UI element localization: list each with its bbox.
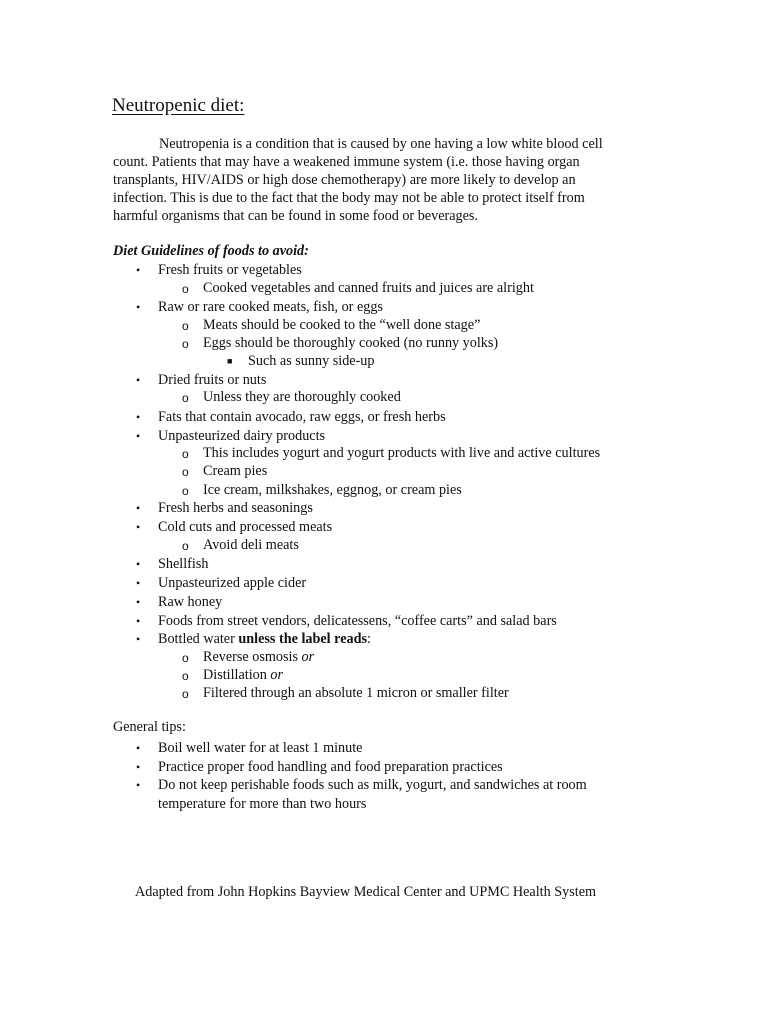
- list-item-bold-text: unless the label reads: [238, 631, 367, 647]
- bullet-icon: [136, 518, 140, 536]
- intro-line: count. Patients that may have a weakened immune system (i.e. those having organ: [113, 154, 580, 170]
- bullet-icon: [136, 739, 140, 757]
- list-item: Eggs should be thoroughly cooked (no runny yolks): [203, 335, 499, 351]
- page-title: Neutropenic diet:: [112, 95, 245, 116]
- list-item-suffix: :: [367, 631, 371, 647]
- bullet-icon: [136, 776, 140, 794]
- circle-bullet-icon: o: [182, 337, 189, 351]
- list-item: Cooked vegetables and canned fruits and juices are alright: [203, 280, 534, 296]
- list-item: [203, 648, 314, 666]
- intro-line: infection. This is due to the fact that the body may not be able to protect itself from: [113, 190, 585, 206]
- bullet-icon: [136, 758, 140, 776]
- guidelines-heading: Diet Guidelines of foods to avoid:: [113, 243, 309, 259]
- list-item: Unless they are thoroughly cooked: [203, 389, 401, 405]
- list-item: Unpasteurized dairy products: [158, 428, 326, 444]
- list-item: Fats that contain avocado, raw eggs, or fresh herbs: [158, 409, 446, 425]
- list-item: Ice cream, milkshakes, eggnog, or cream pies: [203, 482, 462, 498]
- circle-bullet-icon: o: [182, 391, 189, 405]
- circle-bullet-icon: o: [182, 687, 189, 701]
- circle-bullet-icon: o: [182, 539, 189, 553]
- bullet-icon: [136, 298, 140, 316]
- bullet-icon: [136, 371, 140, 389]
- list-item: Unpasteurized apple cider: [158, 575, 307, 591]
- bullet-icon: [136, 612, 140, 630]
- list-item: Do not keep perishable foods such as milk, yogurt, and sandwiches at room: [158, 777, 587, 793]
- bullet-icon: [136, 261, 140, 279]
- list-item: [158, 630, 371, 648]
- list-item: Such as sunny side-up: [248, 353, 375, 369]
- list-item: Fresh herbs and seasonings: [158, 500, 313, 516]
- intro-line: transplants, HIV/AIDS or high dose chemotherapy) are more likely to develop an: [113, 172, 576, 188]
- intro-line: Neutropenia is a condition that is caused by one having a low white blood cell: [159, 136, 603, 152]
- square-bullet-icon: ■: [227, 356, 233, 366]
- list-item: Cream pies: [203, 463, 268, 479]
- circle-bullet-icon: o: [182, 669, 189, 683]
- list-item-continuation: temperature for more than two hours: [158, 796, 367, 812]
- list-item: Meats should be cooked to the “well done stage”: [203, 317, 481, 333]
- bullet-icon: [136, 499, 140, 517]
- intro-paragraph: [113, 135, 643, 225]
- list-item: This includes yogurt and yogurt products with live and active cultures: [203, 445, 601, 461]
- list-item: Filtered through an absolute 1 micron or smaller filter: [203, 685, 509, 701]
- list-item: Raw or rare cooked meats, fish, or eggs: [158, 299, 383, 315]
- tips-heading: General tips:: [113, 719, 186, 735]
- list-item: [203, 666, 283, 684]
- list-item: Boil well water for at least 1 minute: [158, 740, 363, 756]
- list-item-italic-text: or: [301, 649, 315, 665]
- list-item-text: Bottled water: [158, 631, 239, 647]
- bullet-icon: [136, 574, 140, 592]
- bullet-icon: [136, 630, 140, 648]
- circle-bullet-icon: o: [182, 651, 189, 665]
- list-item: Avoid deli meats: [203, 537, 299, 553]
- circle-bullet-icon: o: [182, 319, 189, 333]
- intro-line: harmful organisms that can be found in some food or beverages.: [113, 208, 478, 224]
- list-item-text: Distillation: [203, 667, 271, 683]
- list-item-italic-text: or: [270, 667, 284, 683]
- circle-bullet-icon: o: [182, 447, 189, 461]
- list-item: Cold cuts and processed meats: [158, 519, 333, 535]
- bullet-icon: [136, 408, 140, 426]
- footer-credit: Adapted from John Hopkins Bayview Medical Center and UPMC Health System: [135, 884, 597, 900]
- bullet-icon: [136, 427, 140, 445]
- circle-bullet-icon: o: [182, 465, 189, 479]
- bullet-icon: [136, 593, 140, 611]
- list-item: Foods from street vendors, delicatessens, “coffee carts” and salad bars: [158, 613, 557, 629]
- list-item-text: Reverse osmosis: [203, 649, 302, 665]
- circle-bullet-icon: o: [182, 484, 189, 498]
- list-item: Raw honey: [158, 594, 223, 610]
- list-item: Practice proper food handling and food preparation practices: [158, 759, 503, 775]
- list-item: Fresh fruits or vegetables: [158, 262, 302, 278]
- list-item: Dried fruits or nuts: [158, 372, 267, 388]
- bullet-icon: [136, 555, 140, 573]
- list-item: Shellfish: [158, 556, 209, 572]
- circle-bullet-icon: o: [182, 282, 189, 296]
